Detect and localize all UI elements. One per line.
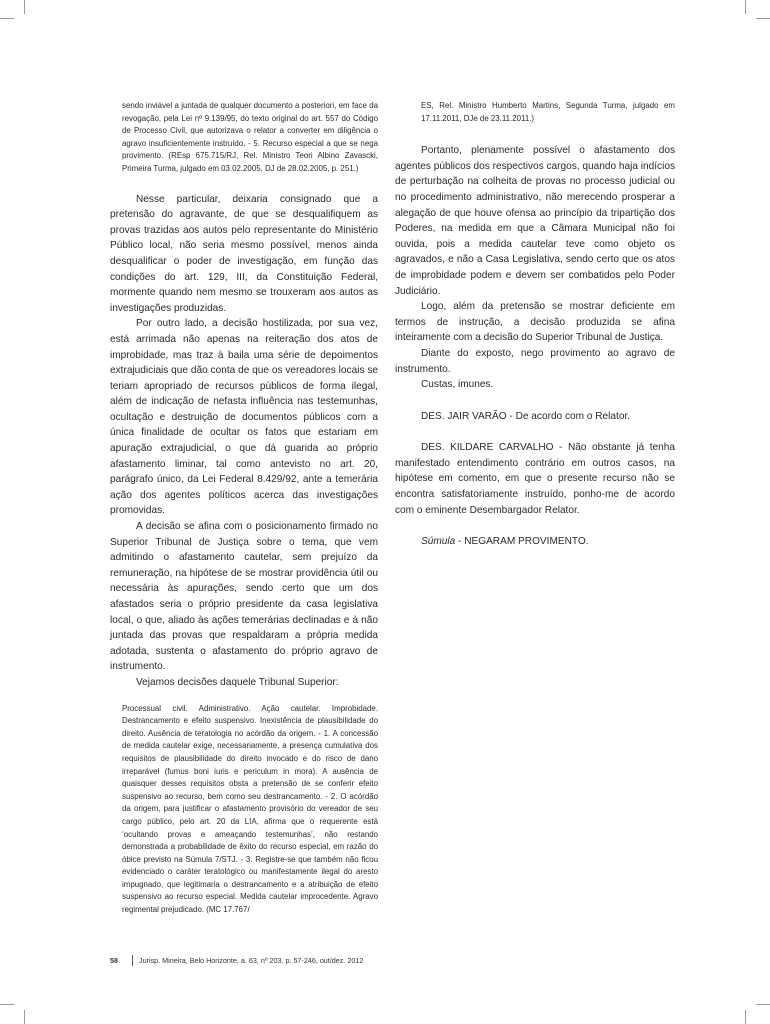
crop-mark	[0, 1004, 14, 1005]
paragraph: Por outro lado, a decisão hostilizada, por sua vez, está arrimada não apenas na reiteração dos atos de improbidade, mas traz à baila uma série de depoimentos extrajudiciais que dão conta de que os vereadores locais se teriam apropriado de recursos públicos de forma ilegal, além de indicação de nefasta influência nas testemunhas, ocultação e destruição de documentos públicos com a única finalidade de ocultar os fatos que estariam em apuração extrajudicial, o que dá guarida ao próprio afastamento liminar, tal como antevisto no art. 20, parágrafo único, da Lei Federal 8.429/92, ante a temerária ação dos agentes políticos acerca das investigações promovidas.	[110, 318, 378, 517]
crop-mark	[24, 0, 25, 14]
left-column	[110, 100, 378, 917]
sumula-line	[395, 534, 675, 550]
paragraph: Logo, além da pretensão se mostrar deficiente em termos de instrução, a decisão produzida se afina inteiramente com a decisão do Superior Tribunal de Justiça.	[395, 301, 675, 344]
crop-mark	[756, 1004, 770, 1005]
paragraph: Nesse particular, deixaria consignado que a pretensão do agravante, de que se desqualifiquem as provas trazidas aos autos pelo representante do Ministério Público local, não seria mesmo possível, menos ainda desqualificar o poder de investigação, em função das condições do art. 129, III, da Constituição Federal, mormente quando nem mesmo se trouxeram aos autos as investigações produzidas.	[110, 193, 378, 314]
page-number: 58	[110, 956, 118, 965]
crop-mark	[745, 1010, 746, 1024]
sumula-label: Súmula	[421, 536, 456, 548]
paragraph: Portanto, plenamente possível o afastamento dos agentes públicos dos respectivos cargos, quando haja indícios de perturbação na colheita de provas no processo judicial ou no procedimento administrativo, não merecendo prosperar a alegação de que houve ofensa ao princípio da tripartição dos Poderes, na medida em que a Câmara Municipal não foi ouvida, pois a medida cautelar teve como objeto os agravados, e não a Casa Legislativa, sendo certo que os atos de improbidade podem e devem ser combatidos pelo Poder Judiciário.	[395, 145, 675, 297]
sumula-text: - NEGARAM PROVIMENTO.	[455, 536, 589, 548]
paragraph: Vejamos decisões daquele Tribunal Superior:	[136, 676, 339, 688]
quote-block: ES, Rel. Ministro Humberto Martins, Segunda Turma, julgado em 17.11.2011, DJe de 23.11.2011.)	[421, 101, 675, 123]
crop-mark	[24, 1010, 25, 1024]
paragraph: Custas, imunes.	[421, 379, 494, 391]
journal-citation: Jurisp. Mineira, Belo Horizonte, a. 63, nº 203, p. 57-246, out/dez. 2012	[139, 956, 364, 965]
vote-kildare-carvalho: DES. KILDARE CARVALHO - Não obstante já tenha manifestado entendimento contrário em outros casos, na hipótese em comento, em que o presente recurso não se encontra satisfatoriamente instruído, ponho-me de acordo com o eminente Desembargador Relator.	[395, 442, 675, 516]
paragraph: A decisão se afina com o posicionamento firmado no Superior Tribunal de Justiça sobre o tema, que vem admitindo o afastamento cautelar, sem prejuízo da remuneração, na hipótese de se mostrar providência útil ou necessária às apurações, sendo certo que um dos afastados seria o próprio presidente da casa legislativa local, o que, aliado às ações temerárias declinadas e à não juntada das provas que respaldaram a própria medida adotada, sustenta o afastamento do próprio agravo de instrumento.	[110, 521, 378, 673]
footer-divider	[132, 955, 133, 966]
quote-block: Processual civil. Administrativo. Ação cautelar. Improbidade. Destrancamento e efeito suspensivo. Inexistência de plausibilidade do direito. Ausência de teratologia no acórdão da origem. - 1. A concessão de medida cautelar exige, necessariamente, a presença cumulativa dos requisitos de plausibilidade do direito invocado e do risco de dano irreparável (fumus boni iuris e periculum in mora). A ausência de quaisquer desses requisitos obsta a pretensão de se conferir efeito suspensivo ao recurso, bem como seu destrancamento. - 2. O acórdão da origem, para justificar o afastamento provisório do vereador de seu cargo público, pelo art. 20 da LIA, afirma que o requerente está ‘ocultando provas e ameaçando testemunhas’, não restando demonstrada a probabilidade de êxito do recurso especial, em razão do óbice previsto na Súmula 7/STJ. - 3. Registre-se que também não ficou evidenciado o caráter teratológico ou manifestamente ilegal do aresto impugnado, que legitimaria o destrancamento e a atribuição de efeito suspensivo ao recurso especial. Medida cautelar improcedente. Agravo regimental prejudicado. (MC 17.767/	[122, 703, 378, 915]
crop-mark	[756, 18, 770, 19]
crop-mark	[745, 0, 746, 14]
vote-jair-varao: DES. JAIR VARÃO - De acordo com o Relator.	[421, 410, 631, 422]
paragraph: Diante do exposto, nego provimento ao agravo de instrumento.	[395, 347, 675, 375]
right-column	[395, 100, 675, 550]
crop-mark	[0, 18, 14, 19]
page-footer	[110, 955, 363, 966]
quote-block: sendo inviável a juntada de qualquer documento a posteriori, em face da revogação, pela Lei nº 9.139/95, do texto original do art. 557 do Código de Processo Civil, que autorizava o relator a converter em diligência o agravo insuficientemente instruído. - 5. Recurso especial a que se nega provimento. (REsp 675.715/RJ, Rel. Ministro Teori Albino Zavascki, Primeira Turma, julgado em 03.02.2005, DJ de 28.02.2005, p. 251.)	[122, 101, 378, 173]
